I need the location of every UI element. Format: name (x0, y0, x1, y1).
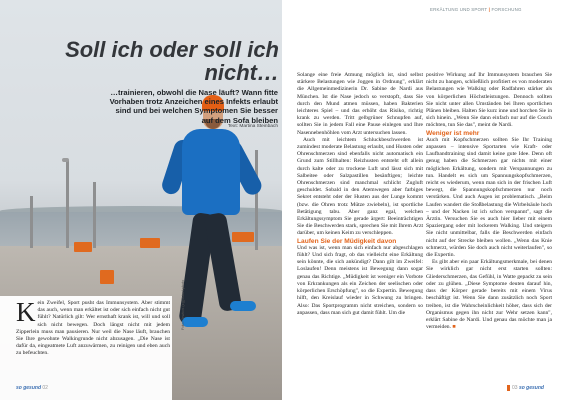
lamp-head (62, 158, 69, 162)
page-number: 02 (42, 385, 48, 391)
section-header (430, 7, 522, 12)
runner-jacket (182, 129, 240, 215)
footer-brand: so gesund (16, 385, 42, 391)
footer-brand: so gesund (518, 385, 544, 391)
paragraph (426, 259, 552, 331)
paragraph: Solange eine freie Atmung möglich ist, sind selbst stärkere Belastungen wie Joggen in Ordnung", erklärt die Allgemeinmedizinerin Dr. Sabine de Nardi aus München. Ist die Nase jedoch so verstopft, dass Sie durch den Mund atmen müssen, haben Bakterien leichteres Spiel – und das erhöht das Risiko, richtig krank zu werden. Tritt gelbgrüner Schnupfen auf, sollten Sie in jedem Fall eine Pause einlegen und Ihre Nasennebenhöhlen vom Arzt untersuchen lassen. (297, 72, 423, 136)
lamp-post (255, 150, 258, 250)
subheading: Weniger ist mehr (426, 129, 480, 137)
drop-cap: K (16, 297, 36, 327)
text-column-2 (426, 72, 552, 331)
left-intro-text (16, 297, 170, 358)
text-column-1 (297, 72, 423, 317)
closing-paragraph: Es gibt aber ein paar Erkältungsmerkmale, bei denen Sie wirklich gar nicht erst starten sollten: Gliederschmerzen, das Gefühl, in Watte gepackt zu sein oder zu glühen. „Diese Symptome deuten darauf hin, dass der Körper gerade bereits mit einem Virus beschäftigt ist. Wenn Sie dann zusätzlich noch Sport treiben, ist die Wahrscheinlichkeit höher, dass sich der Organismus gegen ihn nicht zur Wehr setzen kann", erklärt Sabine de Nardi. Und genau das möchte man ja vermeiden. (426, 259, 552, 331)
runner-shoe (230, 301, 256, 311)
runner-shoe (182, 317, 208, 327)
paragraph: Und was ist, wenn man sich einfach nur abgeschlagen fühlt? Und sich fragt, ob das vielleicht eine Erkältung sein könnte, die sich ankündigt? Dann gilt im Zweifel: Loslaufen! Denn meistens ist Bewegung dann sogar genau das Richtige. „Müdigkeit ist weniger ein Vorbote von Erkrankungen als ein Zeichen der seelischen oder körperlichen Erschöpfung", so die Expertin. Bewegung hilft, den Kreislauf wieder in Schwung zu bringen. Also: Das Sportprogramm nicht streichen, sondern so anpassen, dass man sich gut damit fühlt. Um die (297, 244, 423, 316)
subheading: Laufen Sie der Müdigkeit davon (297, 237, 397, 245)
header-section: FORSCHUNG (491, 7, 522, 12)
end-mark: ■ (452, 324, 456, 331)
header-category: ERKÄLTUNG UND SPORT (430, 7, 488, 12)
paragraph: positive Wirkung auf Ihr Immunsystem brauchen Sie nicht zu bangen, schließlich profitiert es von moderaten Belastungen wie Walking oder Radfahren stärker als von körperlichen Höchstleistungen. Dennoch sollten Sie nicht unter allen Umständen bei Ihren sportlichen Plänen bleiben. Halten Sie kurz inne und horchen Sie in sich hinein. „Wenn Sie dann einfach nur auf die Couch möchten, tun Sie das", meint de Nardi. (426, 72, 552, 129)
lamp-post (93, 182, 96, 248)
orange-bench (232, 232, 254, 242)
article-intro: …trainieren, obwohl die Nase läuft? Wann fitte Vorhaben trotz Anzeichen eines Infekts erlaubt sind und bei welchen Symptomen Sie besser auf dem Sofa bleiben (109, 88, 278, 125)
left-paragraph: ein Zweifel, Sport pusht das Immunsystem. Aber stimmt das auch, wenn man erkältet ist oder sich einfach nicht gut fühlt? Natürlich gilt: Wer ernsthaft krank ist, will und soll sich nicht bewegen. Doch längst nicht mit jedem Zipperlein muss man pausieren. Nur weil die Nase läuft, brauchen Sie Ihre gewohnte Walkingrunde nicht abzusagen. „Die Nase ist dafür da, eingeatmete Luft anzuwärmen, zu reinigen und eben auch zu befeuchten. (16, 300, 170, 357)
orange-bench (100, 270, 114, 284)
author-credit: Text: Martina Steinbach (227, 124, 278, 129)
header-divider: | (488, 7, 492, 12)
paragraph: Auch mit leichtem Schluckbeschwerden ist zumindest moderate Belastung erlaubt, und Husten oder Ohrenschmerzen sind ebenfalls nicht automatisch ein Grund zum Stillhalten: Reizhusten entsteht oft allein durch kalte oder zu trockene Luft und lässt sich mit Salbeitee oder Salzpastillen besänftigen; leichte Ohrenschmerzen sind manchmal schlicht Zugluft geschuldet. Sobald in den Atemwegen aber farbiges Sekret entsteht oder der Husten aus der Lunge kommt (bzw. die Ohren trotz Mütze zwiebeln), ist sportliche Betätigung tabu. Aber ganz egal, welchen Erkältungssymptom Sie gerade ärgert: Beeinträchtigen Sie die Beschwerden stark, sprechen Sie mit Ihrem Arzt darüber, um keinen Keim zu verschleppen. (297, 136, 423, 237)
lamp-post (66, 160, 69, 248)
article-title: Soll ich oder soll ich nicht… (65, 37, 279, 85)
orange-bench (140, 238, 160, 248)
page-number: 03 (512, 385, 518, 391)
paragraph: Auch mit Kopfschmerzen sollten Sie Ihr Training anpassen – intensive Sportarten wie Kraft- oder Laufbandtraining sind damit keine gute Idee. Denn oft genug haben die Schmerzen gar nichts mit einer möglichen Erkältung, sondern mit Verspannungen zu tun. Handelt es sich um Spannungskopfschmerzen, reicht es wiederum, wenn man sich in der frischen Luft bewegt, die Spannungskopfschmerzen nur noch verstärken. Und auch Augen ist problematisch. „Beim Laufen wandert die Stoßbelastung die Wirbelsäule hoch – und der Nacken ist ich schon verspannt", sagt die Ärztin. Versuchen Sie es auch hier lieber mit einem Spaziergang oder mit lockerem Walking. Und steigern Sie nicht unmittelbar, falls die Beschwerden einfach nicht auf der Strecke bleiben wollen. „Wenn das Knie schmerzt, würden Sie doch auch nicht weiterlaufen", so die Expertin. (426, 136, 552, 259)
lamp-post (30, 196, 33, 248)
footer-left (16, 385, 48, 391)
footer-accent (507, 385, 510, 391)
orange-bench (74, 242, 92, 252)
footer-right (512, 385, 544, 391)
photo-credit: Foto: Jewkos (zg)/istockphoto (181, 279, 185, 330)
